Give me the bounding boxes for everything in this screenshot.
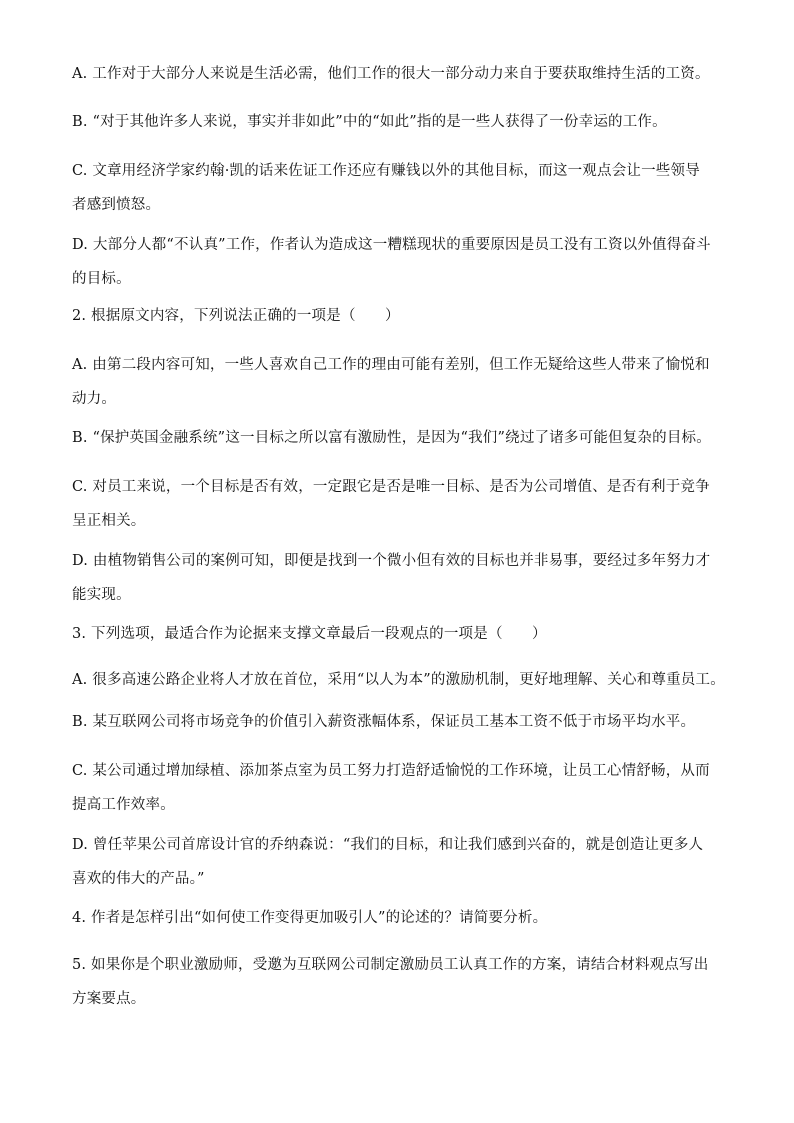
q2-option-c: C. 对员工来说，一个目标是否有效，一定跟它是否是唯一目标、是否为公司增值、是否有利于竞争呈正相关。 <box>72 479 710 529</box>
q2-option-a: A. 由第二段内容可知，一些人喜欢自己工作的理由可能有差别，但工作无疑给这些人带来了愉悦和动力。 <box>72 357 710 407</box>
q3-option-d: D. 曾任苹果公司首席设计官的乔纳森说：“我们的目标，和让我们感到兴奋的，就是创造让更多人喜欢的伟大的产品。” <box>72 837 704 887</box>
q3-option-a: A. 很多高速公路企业将人才放在首位，采用“以人为本”的激励机制，更好地理解、关心和尊重员工。 <box>72 672 725 688</box>
q1-option-b: B. “对于其他许多人来说，事实并非如此”中的“如此”指的是一些人获得了一份幸运的工作。 <box>72 114 667 130</box>
q2-option-b: B. “保护英国金融系统”这一目标之所以富有激励性，是因为“我们”绕过了诸多可能但复杂的目标。 <box>72 430 711 446</box>
q3-option-c: C. 某公司通过增加绿植、添加茶点室为员工努力打造舒适愉悦的工作环境，让员工心情舒畅，从而提高工作效率。 <box>72 763 710 813</box>
q2-option-d: D. 由植物销售公司的案例可知，即便是找到一个微小但有效的目标也并非易事，要经过多年努力才能实现。 <box>72 553 711 603</box>
q4-question: 4. 作者是怎样引出“如何使工作变得更加吸引人”的论述的？请简要分析。 <box>72 910 548 926</box>
q1-option-d: D. 大部分人都“不认真”工作，作者认为造成这一糟糕现状的重要原因是员工没有工资以外值得奋斗的目标。 <box>72 237 711 287</box>
q5-question: 5. 如果你是个职业激励师，受邀为互联网公司制定激励员工认真工作的方案，请结合材料观点写出方案要点。 <box>72 957 709 1007</box>
q2-stem: 2. 根据原文内容，下列说法正确的一项是（ ） <box>72 308 400 324</box>
q1-option-c: C. 文章用经济学家约翰·凯的话来佐证工作还应有赚钱以外的其他目标，而这一观点会让一些领导者感到愤怒。 <box>72 163 700 213</box>
q3-stem: 3. 下列选项，最适合作为论据来支撑文章最后一段观点的一项是（ ） <box>72 626 547 642</box>
q1-option-a: A. 工作对于大部分人来说是生活必需，他们工作的很大一部分动力来自于要获取维持生活的工资。 <box>72 66 710 82</box>
q3-option-b: B. 某互联网公司将市场竞争的价值引入薪资涨幅体系，保证员工基本工资不低于市场平均水平。 <box>72 714 696 730</box>
